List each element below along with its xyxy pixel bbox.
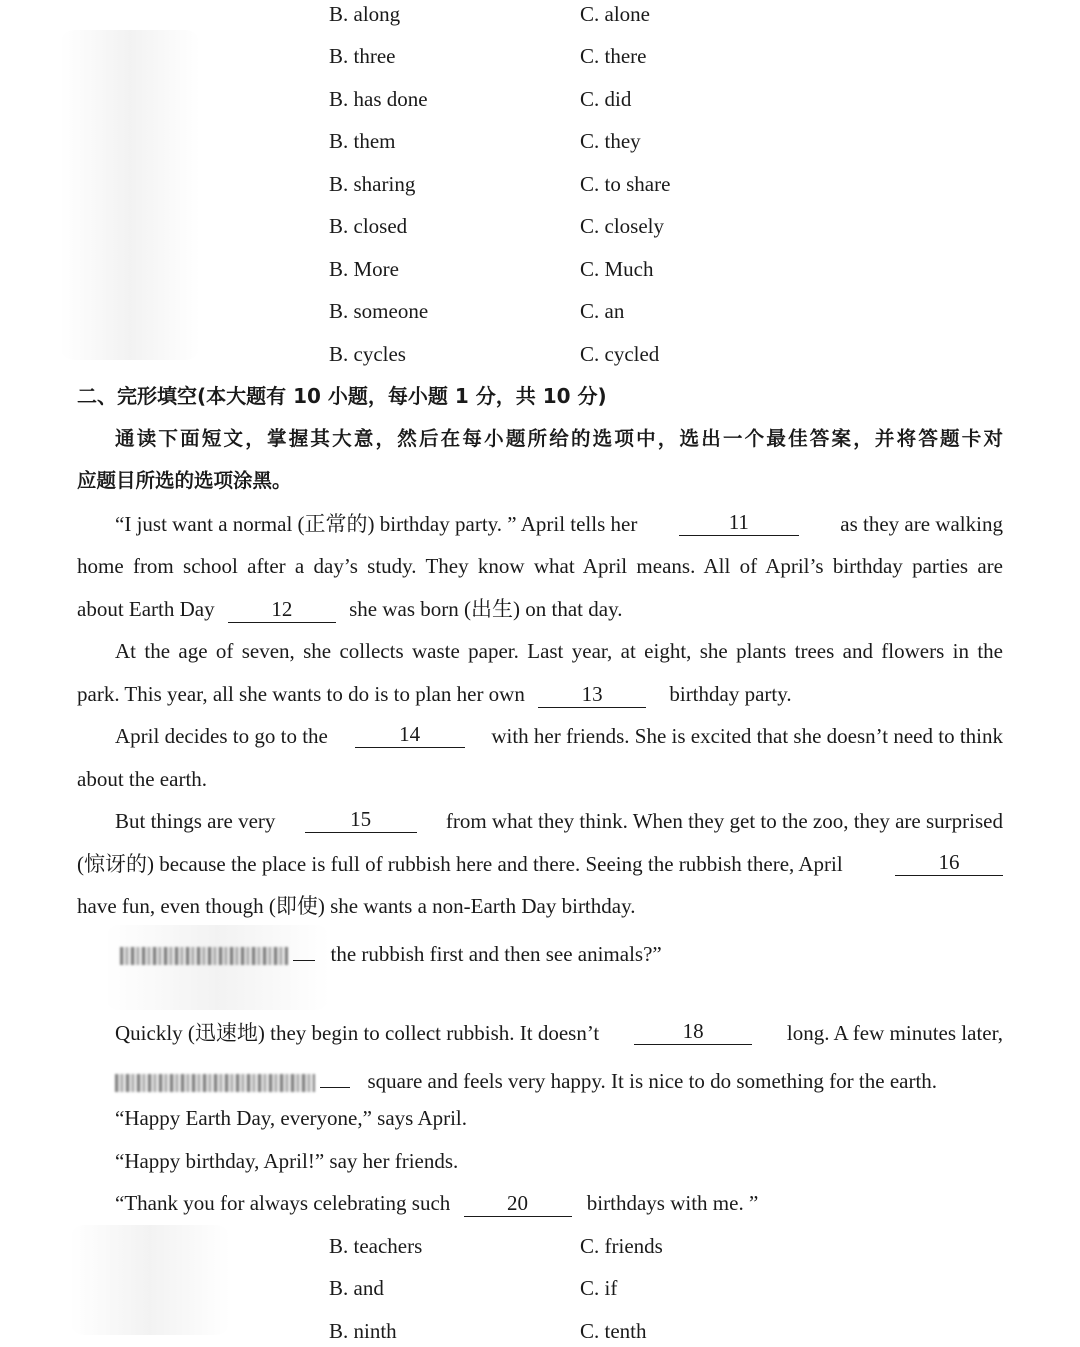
- passage-line: have fun, even though (即使) she wants a non-Earth Day birthday.: [77, 894, 636, 918]
- option-c: C. tenth: [580, 1319, 647, 1343]
- option-b: B. someone: [329, 299, 429, 323]
- passage-text: “Thank you for always celebrating such: [115, 1191, 451, 1215]
- option-c: C. an: [580, 299, 625, 323]
- option-b: B. ninth: [329, 1319, 397, 1343]
- instruction-line-1: 通读下面短文，掌握其大意，然后在每小题所给的选项中，选出一个最佳答案，并将答题卡对: [115, 427, 1003, 450]
- blank-14: 14: [355, 722, 465, 748]
- passage-line: home from school after a day’s study. They know what April means. All of April’s birthday parties are: [77, 554, 1003, 578]
- option-c: C. did: [580, 87, 632, 111]
- option-c: C. to share: [580, 172, 671, 196]
- passage-text: birthday party.: [669, 682, 792, 706]
- passage-text: April decides to go to the: [115, 724, 328, 748]
- obscured-text: [120, 947, 288, 965]
- passage-text: (惊讶的) because the place is full of rubbish here and there. Seeing the rubbish there, April: [77, 852, 843, 876]
- option-b: B. has done: [329, 87, 428, 111]
- option-c: C. Much: [580, 257, 654, 281]
- blank-15: 15: [305, 807, 417, 833]
- option-b: B. three: [329, 44, 396, 68]
- section-heading: 二、完形填空(本大题有 10 小题，每小题 1 分，共 10 分): [77, 384, 607, 408]
- passage-text: square and feels very happy. It is nice to do something for the earth.: [367, 1069, 938, 1093]
- option-b: B. and: [329, 1276, 384, 1300]
- passage-line: [115, 807, 1003, 835]
- option-b: B. More: [329, 257, 399, 281]
- passage-text: park. This year, all she wants to do is to plan her own: [77, 682, 525, 706]
- passage-line: [115, 722, 1003, 750]
- passage-line: [120, 935, 662, 968]
- passage-text: about Earth Day: [77, 597, 215, 621]
- passage-text: as they are walking: [840, 512, 1003, 536]
- option-c: C. friends: [580, 1234, 663, 1258]
- passage-text: “I just want a normal (正常的) birthday party. ” April tells her: [115, 512, 638, 536]
- option-c: C. if: [580, 1276, 618, 1300]
- quote-line: [115, 1189, 758, 1217]
- option-b: B. teachers: [329, 1234, 423, 1258]
- option-b: B. sharing: [329, 172, 416, 196]
- passage-text: But things are very: [115, 809, 276, 833]
- blank-12: 12: [228, 597, 336, 623]
- passage-line: [115, 1019, 1003, 1047]
- option-b: B. along: [329, 2, 401, 26]
- passage-line: [77, 850, 1003, 878]
- scan-smudge: [70, 1225, 230, 1335]
- passage-line: about the earth.: [77, 767, 208, 791]
- passage-line: [115, 1062, 937, 1095]
- obscured-text: [115, 1074, 315, 1092]
- option-b: B. cycles: [329, 342, 406, 366]
- blank-16: 16: [895, 850, 1003, 876]
- option-c: C. alone: [580, 2, 650, 26]
- option-c: C. closely: [580, 214, 664, 238]
- passage-line: [115, 510, 1003, 538]
- passage-text: Quickly (迅速地) they begin to collect rubbish. It doesn’t: [115, 1021, 600, 1045]
- passage-text: with her friends. She is excited that she doesn’t need to think: [491, 724, 1003, 748]
- blank-13: 13: [538, 682, 646, 708]
- blank-20: 20: [464, 1191, 572, 1217]
- quote-line: “Happy Earth Day, everyone,” says April.: [115, 1106, 468, 1130]
- scan-smudge: [60, 30, 200, 360]
- passage-line: At the age of seven, she collects waste paper. Last year, at eight, she plants trees and flowers in the: [115, 639, 1003, 663]
- blank-19: [320, 1062, 350, 1088]
- passage-text: birthdays with me. ”: [586, 1191, 759, 1215]
- passage-line: [77, 680, 792, 708]
- option-b: B. them: [329, 129, 396, 153]
- passage-text: long. A few minutes later,: [786, 1021, 1003, 1045]
- blank-11: 11: [679, 510, 799, 536]
- passage-text: she was born (出生) on that day.: [349, 597, 623, 621]
- option-c: C. cycled: [580, 342, 660, 366]
- blank-18: 18: [634, 1019, 752, 1045]
- passage-text: the rubbish first and then see animals?”: [330, 942, 662, 966]
- option-c: C. there: [580, 44, 647, 68]
- quote-line: “Happy birthday, April!” say her friends.: [115, 1149, 459, 1173]
- passage-text: from what they think. When they get to the zoo, they are surprised: [445, 809, 1003, 833]
- blank-17: [293, 935, 315, 961]
- instruction-line-2: 应题目所选的选项涂黑。: [77, 469, 292, 492]
- option-b: B. closed: [329, 214, 408, 238]
- passage-line: [77, 595, 622, 623]
- option-c: C. they: [580, 129, 641, 153]
